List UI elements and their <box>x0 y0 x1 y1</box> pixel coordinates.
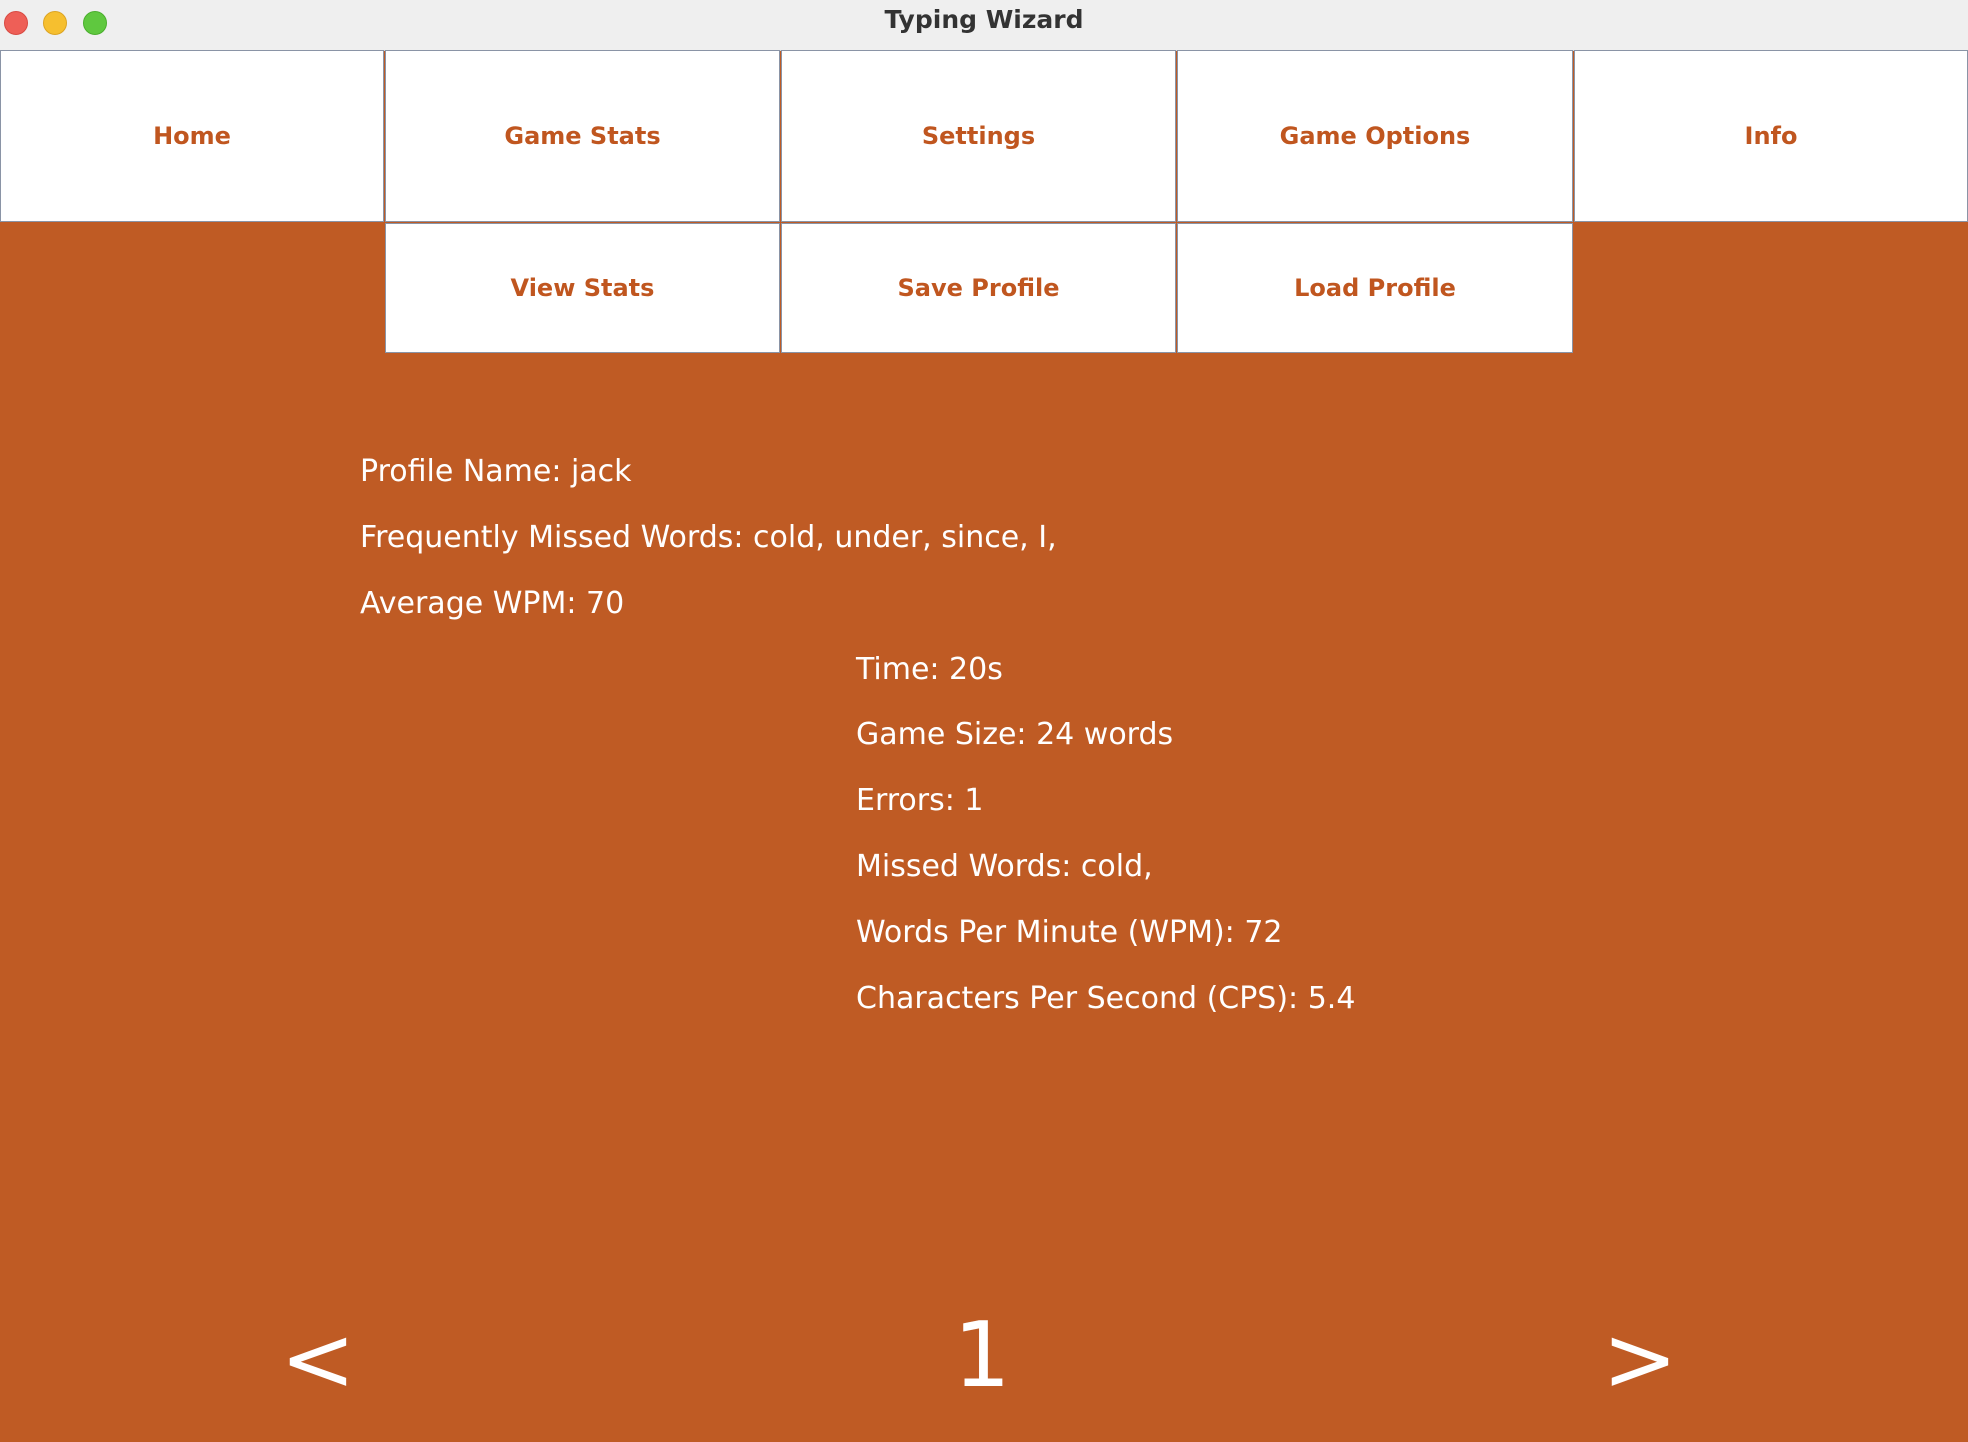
nav-home-label: Home <box>153 122 231 150</box>
game-time-text: Time: 20s <box>856 652 1003 687</box>
nav-info-label: Info <box>1744 122 1798 150</box>
nav-info-button[interactable] <box>1574 50 1968 222</box>
window-title: Typing Wizard <box>884 5 1084 34</box>
nav-game-stats-button[interactable] <box>385 50 780 222</box>
save-profile-button[interactable] <box>781 223 1176 353</box>
nav-settings-label: Settings <box>921 122 1036 150</box>
nav-settings-button[interactable] <box>781 50 1176 222</box>
save-profile-label: Save Profile <box>897 274 1060 302</box>
frequently-missed-words-text: Frequently Missed Words: cold, under, since, I, <box>360 520 1057 555</box>
load-profile-label: Load Profile <box>1294 274 1456 302</box>
profile-name-text: Profile Name: jack <box>360 454 632 489</box>
nav-game-options-label: Game Options <box>1279 122 1471 150</box>
nav-game-stats-label: Game Stats <box>504 122 661 150</box>
game-errors-text: Errors: 1 <box>856 783 984 818</box>
page-number: 1 <box>953 1303 1011 1408</box>
nav-home-button[interactable] <box>0 50 384 222</box>
game-wpm-text: Words Per Minute (WPM): 72 <box>856 915 1283 950</box>
nav-game-options-button[interactable] <box>1177 50 1573 222</box>
game-missed-words-text: Missed Words: cold, <box>856 849 1153 884</box>
title-bar <box>0 0 1968 51</box>
game-cps-text: Characters Per Second (CPS): 5.4 <box>856 981 1356 1016</box>
view-stats-button[interactable] <box>385 223 780 353</box>
previous-page-button[interactable]: < <box>280 1307 356 1412</box>
view-stats-label: View Stats <box>510 274 655 302</box>
next-page-button[interactable]: > <box>1602 1307 1678 1412</box>
game-size-text: Game Size: 24 words <box>856 717 1174 752</box>
average-wpm-text: Average WPM: 70 <box>360 586 625 621</box>
load-profile-button[interactable] <box>1177 223 1573 353</box>
